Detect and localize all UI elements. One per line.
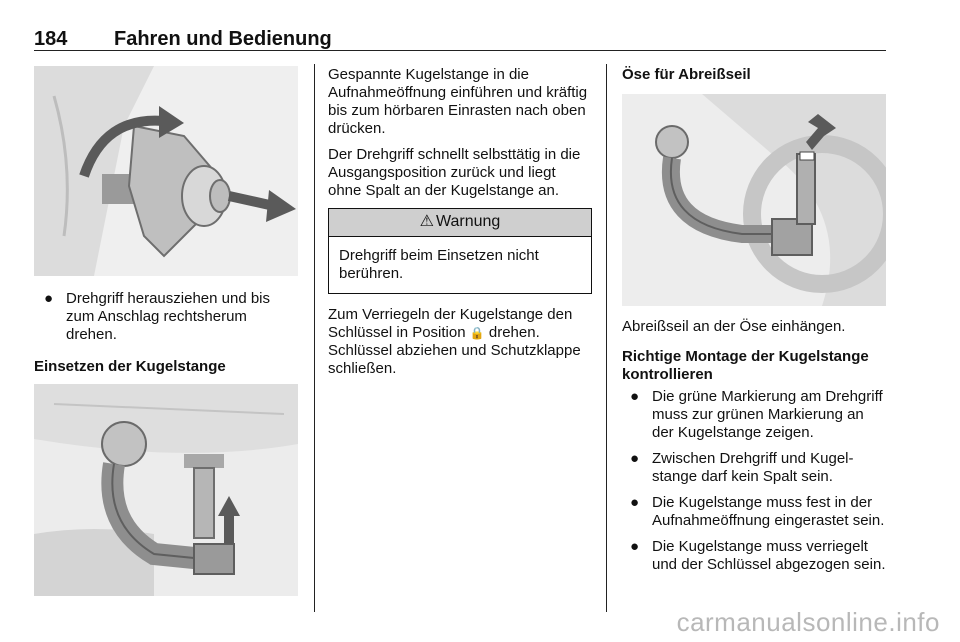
figure-kugelstange-einsetzen [34,384,298,596]
bullet-dot: ● [630,388,640,405]
column-2 [328,66,592,386]
kugelstange-drawing [34,384,298,596]
caption-abreisseil: Abreißseil an der Öse einhängen. [622,318,846,335]
subheading-oese: Öse für Abreißseil [622,66,751,83]
column-3-lower [622,318,886,574]
subheading-einsetzen: Einsetzen der Kugelstange [34,358,226,375]
bullet-dot: ● [630,494,640,511]
check-bullet [622,494,886,530]
check-bullet [622,450,886,486]
oese-drawing [622,94,886,306]
column-divider-right [606,64,607,612]
header-rule [34,50,886,51]
check-bullet [622,388,886,442]
paragraph-verriegeln [328,306,592,378]
column-1 [34,290,298,384]
paragraph-einfuehren: Gespannte Kugelstange in die Aufnahmeöffnung einführen und kräftig bis zum hörbaren Einrasten nach oben drücken. [328,66,588,137]
bullet-dot: ● [44,290,54,307]
verriegeln-text-b: drehen. [488,324,540,341]
paragraph-drehgriff: Der Drehgriff schnellt selbsttätig in die Ausgangsposition zurück und liegt ohne Spalt an der Kugelstange an. [328,146,581,199]
check-bullet-text: Die Kugelstange muss verriegelt und der Schlüssel abgezogen sein. [652,538,886,573]
subheading-montage: Richtige Montage der Kugelstange kontrollieren [622,348,869,383]
check-bullet-text: Zwischen Drehgriff und Kugelstange darf kein Spalt sein. [652,450,854,485]
section-title: Fahren und Bedienung [114,28,332,50]
bullet-text: Drehgriff herausziehen und bis zum Anschlag rechtsherum drehen. [66,290,271,343]
bullet-item [34,290,298,344]
warning-box [328,208,592,294]
lock-icon: 🔒 [469,326,485,340]
watermark: carmanualsonline.info [676,607,940,637]
column-divider-left [314,64,315,612]
check-bullet [622,538,886,574]
warning-header [329,209,591,237]
figure-drehgriff-illustration [34,66,298,276]
warning-text: Drehgriff beim Einsetzen nicht berühren. [339,247,539,282]
warning-icon: ⚠ [419,213,434,230]
column-3 [622,66,886,92]
drehgriff-drawing [34,66,298,276]
page-number: 184 [34,28,68,50]
check-bullet-text: Die grüne Markierung am Drehgriff muss zur grünen Markierung an der Kugelstange zeigen. [652,388,883,441]
warning-title: Warnung [436,213,501,230]
bullet-dot: ● [630,450,640,467]
bullet-dot: ● [630,538,640,555]
verriegeln-text-a: Zum Verriegeln der Kugelstange den Schlüssel in Position [328,306,573,341]
figure-oese-abreisseil [622,94,886,306]
paragraph-schluessel: Schlüssel abziehen und Schutzklappe schließen. [328,342,581,377]
page-header [34,28,886,52]
check-bullet-text: Die Kugelstange muss fest in der Aufnahmeöffnung eingerastet sein. [652,494,885,529]
